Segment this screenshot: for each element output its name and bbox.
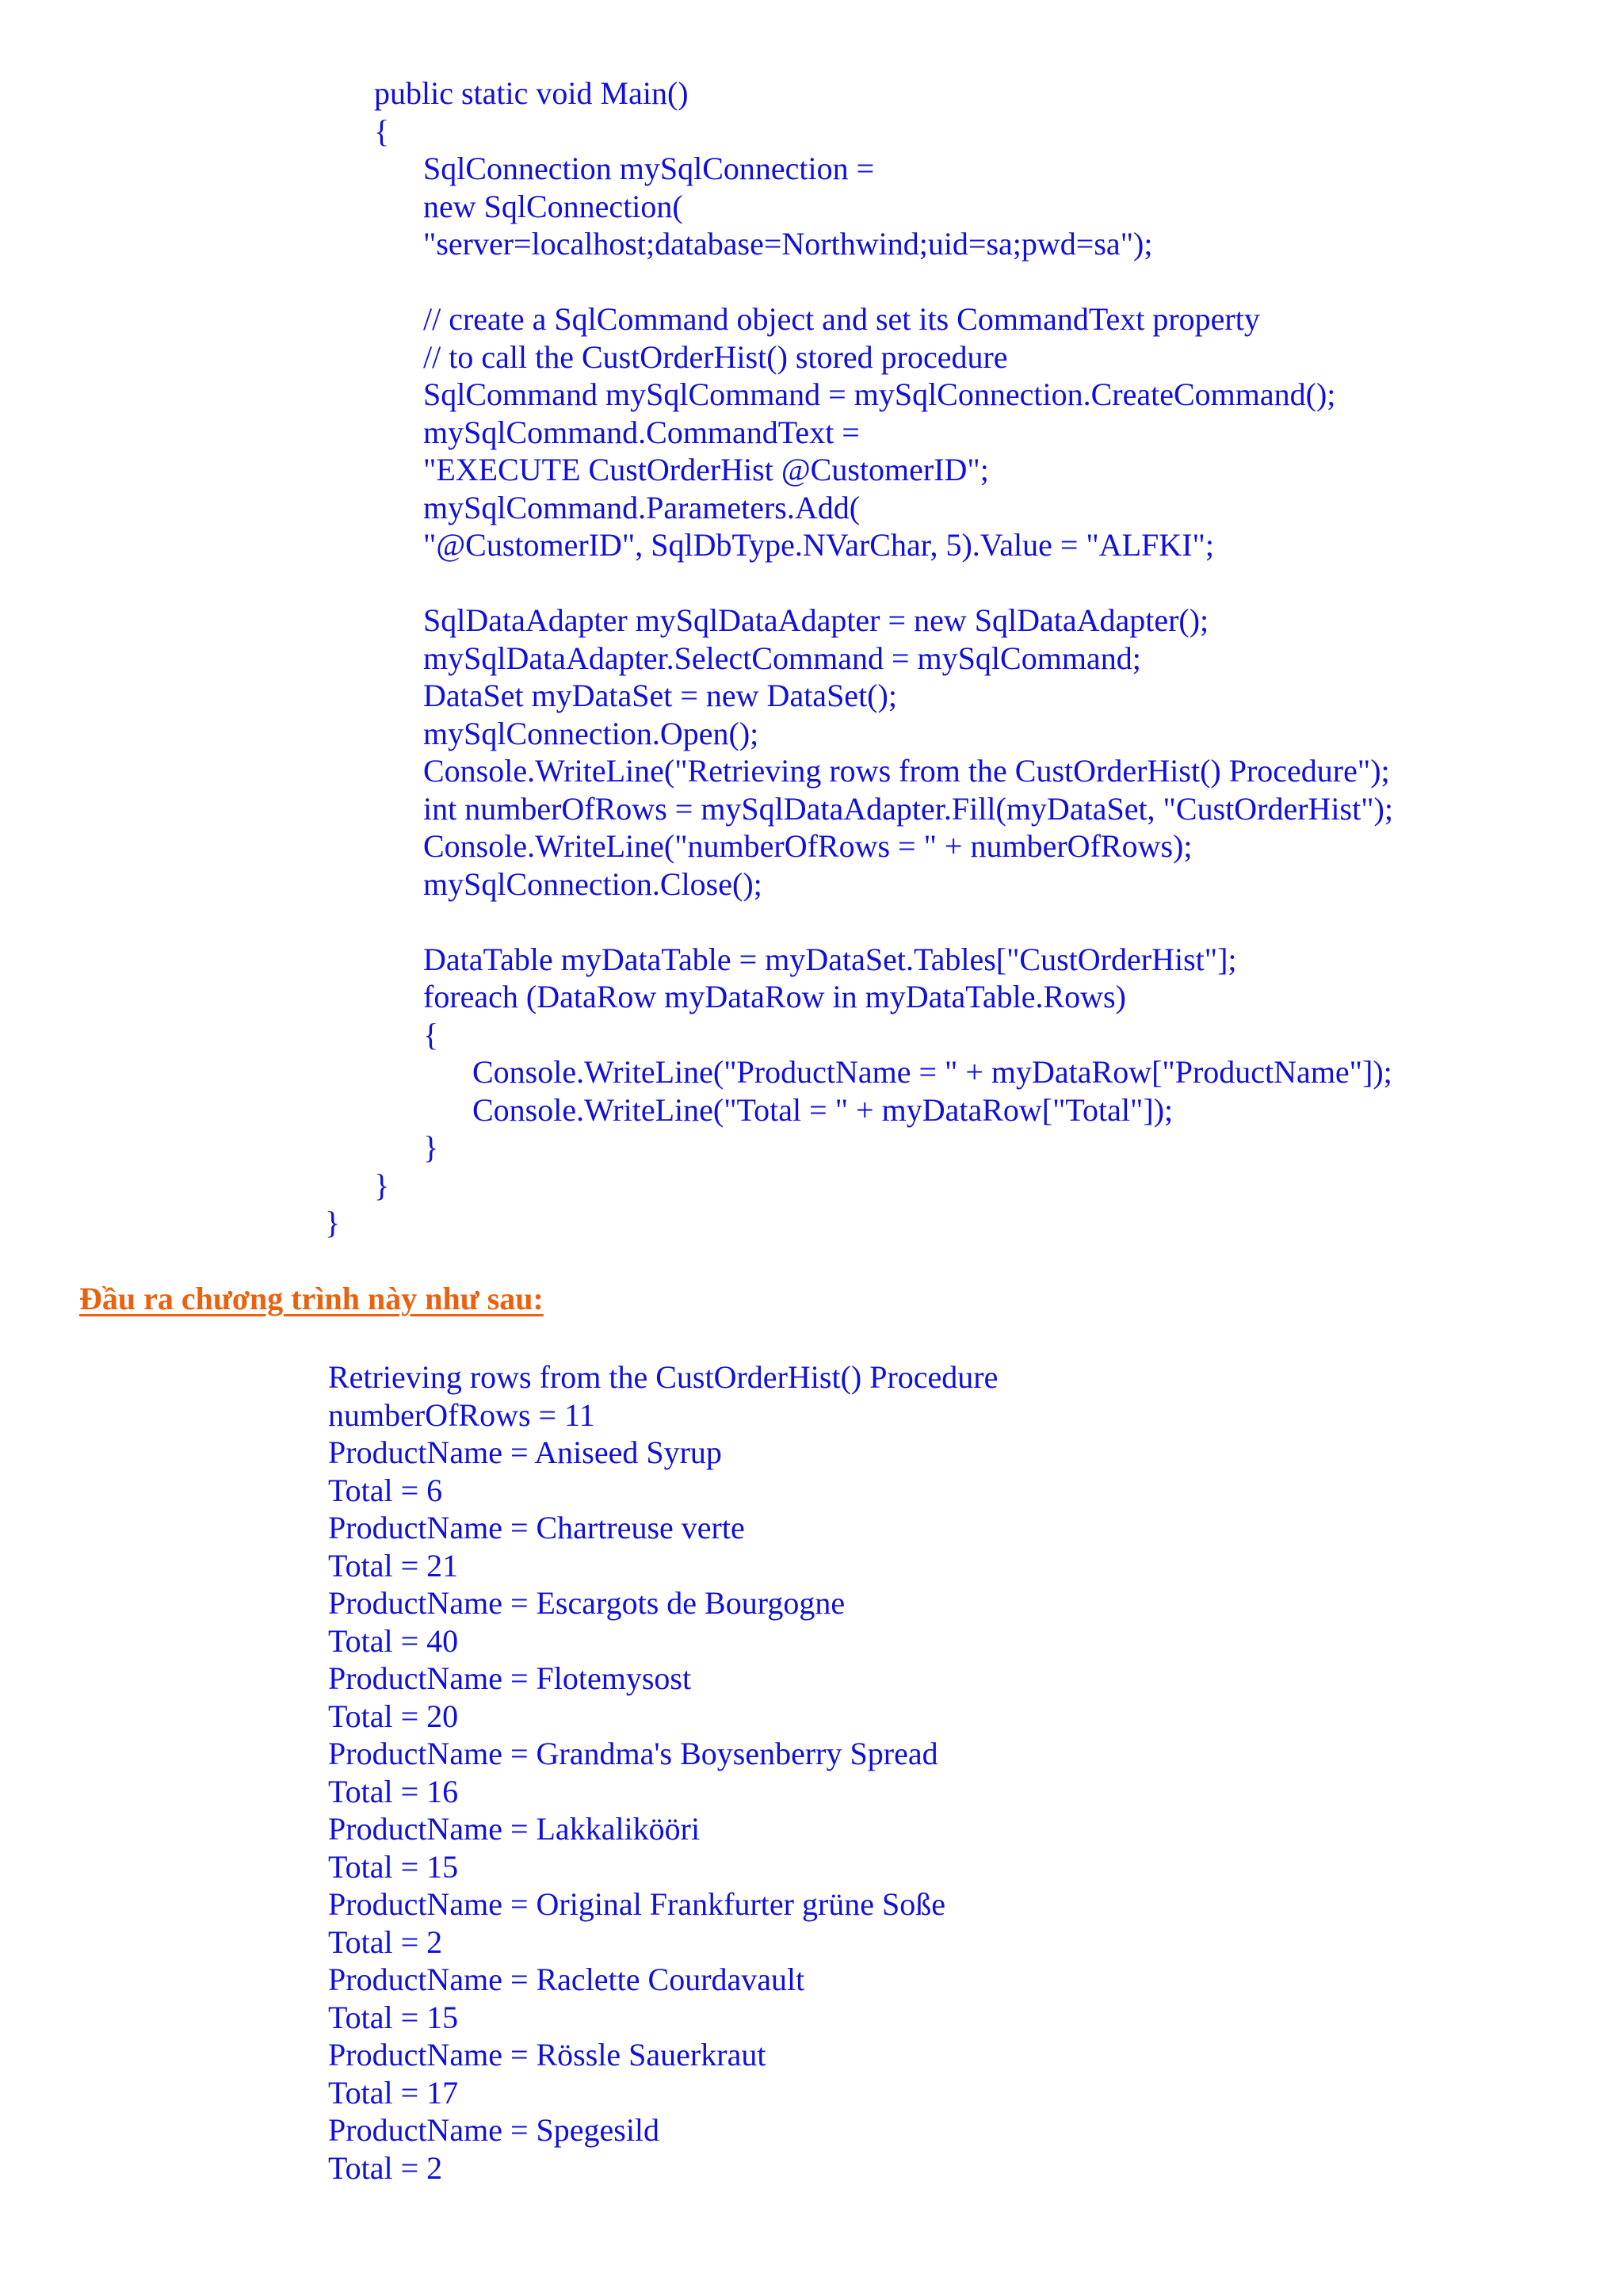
output-line: Total = 6 (328, 1472, 443, 1508)
output-line: Total = 20 (328, 1698, 459, 1734)
output-line: Total = 17 (328, 2074, 459, 2111)
output-line: Total = 16 (328, 1773, 459, 1809)
code-line: foreach (DataRow myDataRow in myDataTable.Rows) (423, 979, 1126, 1014)
output-line: ProductName = Chartreuse verte (328, 1510, 745, 1545)
code-blank-line (0, 263, 1623, 301)
output-line: Total = 21 (328, 1547, 459, 1584)
output-line: Total = 15 (328, 1999, 459, 2035)
output-line: ProductName = Original Frankfurter grüne Soße (328, 1886, 946, 1922)
code-line: new SqlConnection( (423, 188, 683, 224)
code-line: mySqlConnection.Close(); (423, 865, 762, 902)
code-line: mySqlCommand.Parameters.Add( (423, 489, 861, 525)
output-line: ProductName = Raclette Courdavault (328, 1962, 805, 1997)
code-line: "EXECUTE CustOrderHist @CustomerID"; (423, 452, 989, 487)
code-blank-line (0, 903, 1623, 941)
code-listing (0, 74, 1623, 1242)
output-line: Total = 2 (328, 2149, 443, 2186)
code-line: "@CustomerID", SqlDbType.NVarChar, 5).Value = "ALFKI"; (423, 527, 1214, 563)
code-line: public static void Main() (374, 75, 689, 111)
code-line: Console.WriteLine("numberOfRows = " + numberOfRows); (423, 828, 1193, 864)
code-line: } (423, 1129, 439, 1165)
code-line: SqlCommand mySqlCommand = mySqlConnection.CreateCommand(); (423, 376, 1336, 412)
output-line: ProductName = Aniseed Syrup (328, 1435, 722, 1470)
code-line: // create a SqlCommand object and set its CommandText property (423, 301, 1260, 337)
output-line: Retrieving rows from the CustOrderHist() Procedure (328, 1359, 999, 1395)
output-line: numberOfRows = 11 (328, 1396, 595, 1433)
code-line: Console.WriteLine("Retrieving rows from the CustOrderHist() Procedure"); (423, 753, 1390, 789)
output-line: Total = 2 (328, 1924, 443, 1960)
output-line: ProductName = Spegesild (328, 2112, 660, 2148)
output-line: ProductName = Flotemysost (328, 1660, 692, 1696)
output-line: ProductName = Lakkalikööri (328, 1811, 701, 1847)
code-line: SqlDataAdapter mySqlDataAdapter = new SqlDataAdapter(); (423, 602, 1209, 638)
code-line: Console.WriteLine("ProductName = " + myDataRow["ProductName"]); (472, 1054, 1392, 1090)
code-line: DataSet myDataSet = new DataSet(); (423, 678, 897, 713)
code-line: // to call the CustOrderHist() stored procedure (423, 338, 1008, 375)
code-line: mySqlCommand.CommandText = (423, 414, 860, 450)
code-blank-line (0, 564, 1623, 602)
output-line: ProductName = Grandma's Boysenberry Spread (328, 1736, 938, 1771)
output-line: Total = 15 (328, 1848, 459, 1885)
code-line: DataTable myDataTable = myDataSet.Tables["CustOrderHist"]; (423, 941, 1237, 977)
program-output (328, 1358, 998, 2187)
code-line: Console.WriteLine("Total = " + myDataRow["Total"]); (472, 1091, 1174, 1128)
code-line: mySqlDataAdapter.SelectCommand = mySqlCommand; (423, 640, 1141, 676)
output-line: ProductName = Rössle Sauerkraut (328, 2037, 766, 2073)
code-line: SqlConnection mySqlConnection = (423, 151, 875, 186)
code-line: } (374, 1167, 390, 1203)
code-line: { (374, 113, 390, 149)
code-line: int numberOfRows = mySqlDataAdapter.Fill(myDataSet, "CustOrderHist"); (423, 790, 1393, 827)
code-line: { (423, 1016, 439, 1052)
output-line: Total = 40 (328, 1622, 459, 1659)
output-line: ProductName = Escargots de Bourgogne (328, 1585, 846, 1621)
output-heading: Đầu ra chương trình này như sau: (79, 1281, 544, 1316)
code-line: } (325, 1205, 341, 1240)
code-line: mySqlConnection.Open(); (423, 715, 759, 751)
code-line: "server=localhost;database=Northwind;uid=sa;pwd=sa"); (423, 226, 1153, 262)
